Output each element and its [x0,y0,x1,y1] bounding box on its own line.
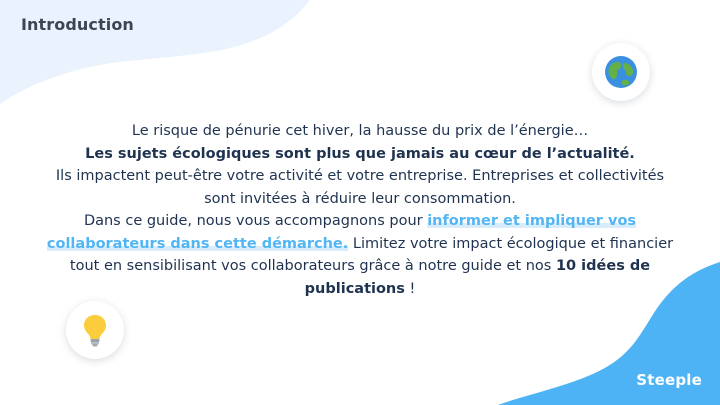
steeple-logo: Steeple [636,371,702,389]
section-title: Introduction [21,15,134,34]
intro-paragraph-3-middle: Limitez votre impact écologique et financier tout en sensibilisant vos collaborateurs grâce à notre guide et nos [69,235,674,274]
bulb-badge [66,301,124,359]
intro-text [40,120,680,300]
intro-line-1: Le risque de pénurie cet hiver, la hausse du prix de l’énergie… [131,123,589,139]
intro-key-statement: Les sujets écologiques sont plus que jamais au cœur de l’actualité. [85,145,635,162]
intro-paragraph-3-end: ! [409,280,416,297]
publications-emphasis: 10 idées de publications [304,258,651,297]
intro-paragraph-2: Ils impactent peut-être votre activité et votre entreprise. Entreprises et collectivités sont invitées à réduire leur consommation. [55,168,665,207]
intro-paragraph-3-start: Dans ce guide, nous vous accompagnons pour [83,213,423,229]
earth-badge [592,43,650,101]
intro-paragraph-3 [40,210,680,300]
light-bulb-icon [80,313,110,347]
earth-globe-icon [603,54,639,90]
highlighted-phrase: informer et impliquer vos collaborateurs dans cette démarche. [46,213,637,252]
